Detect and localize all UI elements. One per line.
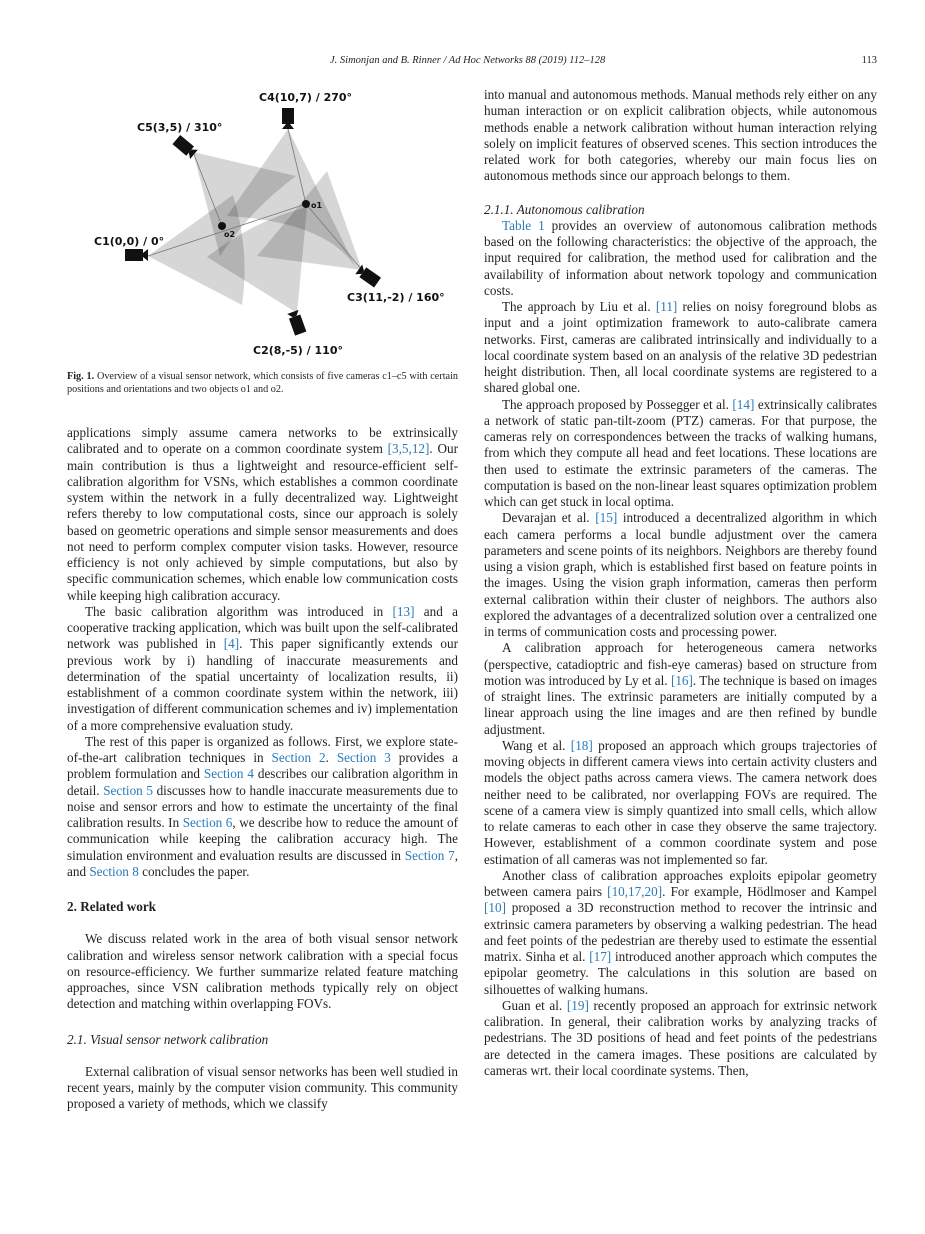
camera-c4-icon: [282, 108, 294, 129]
paragraph: [67, 1064, 458, 1113]
text-span: External calibration of visual sensor networks has been well studied in recent years, mainly by the computer vision community. This community proposed a variety of methods, which we classify: [67, 1063, 458, 1112]
citation-link[interactable]: [3,5,12]: [387, 441, 430, 457]
section-heading: 2.1.1. Autonomous calibration: [484, 201, 645, 217]
paragraph: [484, 998, 877, 1079]
paragraph: [67, 425, 458, 604]
text-span: The basic calibration algorithm was introduced in: [85, 603, 393, 619]
camera-c2-label: C2(8,-5) / 110°: [253, 344, 343, 357]
figure-caption: [67, 370, 458, 396]
text-span: concludes the paper.: [138, 863, 250, 879]
text-span: recently proposed an approach for extrinsic network calibration. In general, their calibration works by analyzing tracks of pedestrians. The 3D positions of head and feet points of the pedestrians are detected in the camera images. These positions are calculated by cameras wrt. their local coordinate systems. Then,: [484, 997, 877, 1078]
figure-caption-text: Overview of a visual sensor network, which consists of five cameras c1–c5 with certain positions and orientations and two objects o1 and o2.: [67, 371, 458, 395]
text-span: The approach by Liu et al.: [502, 299, 656, 314]
text-span: Wang et al.: [502, 737, 571, 753]
text-span: discusses how to handle inaccurate measurements due to noise and sensor errors and how to estimate the uncertainty of the final calibration results. In: [67, 782, 458, 830]
text-span: . This paper significantly extends our previous work by i) handling of inaccurate measurements and determination of the spatial uncertainty of localization results, ii) establishment of a common coordinate system within the network, iii) investigation of different communication schemes and iv) implementation of a more comprehensive evaluation study.: [67, 636, 459, 733]
object-o1-label: o1: [311, 201, 323, 210]
citation-link[interactable]: Section 6: [182, 815, 233, 830]
text-span: . For example, Hödlmoser and Kampel: [662, 884, 877, 899]
citation-link[interactable]: [13]: [392, 603, 415, 619]
paragraph: [67, 604, 458, 734]
citation-link[interactable]: [19]: [566, 997, 589, 1013]
running-title: J. Simonjan and B. Rinner / Ad Hoc Networks 88 (2019) 112–128: [330, 55, 606, 66]
left-column: [67, 425, 458, 1113]
section-heading: 2.1. Visual sensor network calibration: [67, 1031, 269, 1047]
citation-link[interactable]: [10]: [484, 900, 506, 916]
text-span: Devarajan et al.: [502, 510, 596, 526]
citation-link[interactable]: [18]: [570, 737, 593, 753]
paragraph: [484, 299, 877, 397]
text-span: relies on noisy foreground blobs as input and a joint optimization framework to auto-calibrate camera networks. First, cameras are calibrated intrinsically and individually to a local coordinate system based on an analysis of the relative 3D pedestrian height distribution. Then, all local coordinate systems are registered to a shared global one.: [484, 299, 877, 396]
text-span: into manual and autonomous methods. Manual methods rely either on any human interaction or on explicit calibration objects, while autonomous methods enable a network calibration without human interaction relying solely on implicit features of observed scenes. This section introduces the related work for both categories, whereby our main focus lies on autonomous methods since our approach belongs to them.: [484, 87, 877, 184]
citation-link[interactable]: [11]: [655, 299, 678, 314]
camera-c4-label: C4(10,7) / 270°: [259, 91, 353, 104]
text-span: . The technique is based on images of straight lines. The extrinsic parameters are initially computed by a linear approach using the line images and are then refined by bundle adjustment.: [484, 672, 878, 737]
camera-c2-icon: [287, 310, 306, 336]
text-span: Guan et al.: [502, 997, 567, 1013]
citation-link[interactable]: [16]: [670, 672, 693, 688]
text-span: introduced another approach which computes the epipolar geometry. The calculations in this solution are based on silhouettes of walking humans.: [484, 949, 877, 997]
text-span: . Our main contribution is thus a lightweight and resource-efficient self-calibration algorithm for VSNs, which establishes a common coordinate system within the network in a fully decentralized way. Lightweight refers thereby to low computational costs, since our approach is solely based on geometric operations and simple sensor measurements and does not need to perform complex computer vision tasks. However, resource efficiency is not only achieved by simple computations, but also by specific communication schemes, which enable low communication costs while keeping high calibration accuracy.: [67, 441, 458, 603]
figure-1-camera-network: [67, 80, 458, 370]
object-o2: [218, 222, 226, 230]
citation-link[interactable]: Section 3: [336, 750, 391, 765]
citation-link[interactable]: Table 1: [502, 217, 545, 233]
paragraph: [484, 510, 877, 640]
object-o2-label: o2: [224, 230, 236, 239]
citation-link[interactable]: [10,17,20]: [607, 884, 663, 899]
object-o1: [302, 200, 310, 208]
citation-link[interactable]: [4]: [223, 636, 240, 652]
paragraph: [67, 734, 458, 880]
text-span: provides an overview of autonomous calibration methods based on the following characteristics: the objective of the approach, the input required for calibration, the method used for calibration and the availability of information about network topology and communication costs.: [484, 217, 877, 298]
text-span: applications simply assume camera networks to be extrinsically calibrated and to operate on a common coordinate system: [67, 425, 458, 457]
citation-link[interactable]: Section 7: [404, 847, 455, 863]
page-number: 113: [861, 55, 877, 66]
text-span: proposed an approach which groups trajectories of moving objects in different camera views into certain activity clusters and models the object paths across camera views. The camera network does neither need to be calibrated, nor overlapping FOVs are required. The scene of a camera view is simply quantized into small cells, which allow to relate cameras to each other in case they observe the same trajectory. However, establishment of a common coordinate system and pose estimation of all cameras was not implemented so far.: [484, 737, 877, 867]
text-span: , and: [67, 847, 458, 879]
text-span: provides a problem formulation and: [67, 750, 458, 782]
text-span: .: [325, 750, 337, 765]
camera-c3-label: C3(11,-2) / 160°: [347, 291, 445, 304]
text-span: proposed a 3D reconstruction method to recover the intrinsic and extrinsic camera parameters by observing a walking pedestrian. The head and feet points of the pedestrian are thereby used to estimate the essential matrix. Sinha et al.: [484, 900, 877, 964]
camera-c1-icon: [125, 249, 148, 261]
paragraph: [484, 640, 877, 738]
citation-link[interactable]: Section 2: [271, 750, 326, 765]
text-span: We discuss related work in the area of both visual sensor network calibration and wireless sensor network calibration with a special focus on resource-efficiency. We further summarize related feature matching approaches, since VSN calibration methods typically rely on object detection and matching within overlapping FOVs.: [67, 931, 458, 1012]
text-span: Another class of calibration approaches exploits epipolar geometry between camera pairs: [484, 867, 877, 899]
citation-link[interactable]: [17]: [589, 949, 612, 964]
paragraph: [484, 218, 877, 299]
figure-label: Fig. 1.: [67, 371, 95, 382]
text-span: The rest of this paper is organized as follows. First, we explore state-of-the-art calibration techniques in: [67, 733, 458, 765]
text-span: describes our calibration algorithm in detail.: [67, 766, 458, 798]
text-span: extrinsically calibrates a network of static pan-tilt-zoom (PTZ) cameras. For that purpose, the cameras rely on correspondences between the tracks of walking humans, from which they compute all head and feet locations. These locations are then used to estimate the extrinsic parameters of the cameras. The computation is based on the non-linear least squares optimization problem which can get stuck in local optima.: [484, 396, 877, 509]
citation-link[interactable]: Section 8: [89, 863, 139, 879]
text-span: and a cooperative tracking application, which was built upon the self-calibrated network was published in: [67, 603, 458, 652]
section-heading: 2. Related work: [67, 899, 157, 914]
paragraph: [67, 931, 458, 1012]
citation-link[interactable]: [14]: [732, 396, 755, 412]
camera-c1-label: C1(0,0) / 0°: [94, 235, 165, 248]
right-column: [484, 87, 877, 1079]
text-span: , we describe how to reduce the amount of communication while keeping the calibration accuracy high. The simulation environment and evaluation results are discussed in: [67, 815, 458, 863]
text-span: introduced a decentralized algorithm in which each camera performs a local bundle adjustment over the camera parameters and scene points of its neighbors. Neighbors are thereby found using a vision graph, which is established first based on feature points in the images. Using the vision graph information, cameras then perform external calibration within their cluster of neighbors. The authors also explored the advantages of a decentralized solution over a centralized one in terms of communication costs and processing power.: [484, 510, 877, 639]
paragraph: [484, 868, 877, 998]
citation-link[interactable]: Section 4: [203, 766, 254, 782]
text-span: A calibration approach for heterogeneous camera networks (perspective, catadioptric and fish-eye cameras) based on structure from motion was introduced by Ly et al.: [484, 640, 877, 688]
paragraph: [484, 87, 877, 185]
citation-link[interactable]: Section 5: [103, 782, 153, 798]
text-span: The approach proposed by Possegger et al.: [502, 396, 733, 412]
citation-link[interactable]: [15]: [595, 510, 618, 526]
paragraph: [484, 738, 877, 868]
paragraph: [484, 397, 877, 511]
camera-c5-label: C5(3,5) / 310°: [137, 121, 223, 134]
